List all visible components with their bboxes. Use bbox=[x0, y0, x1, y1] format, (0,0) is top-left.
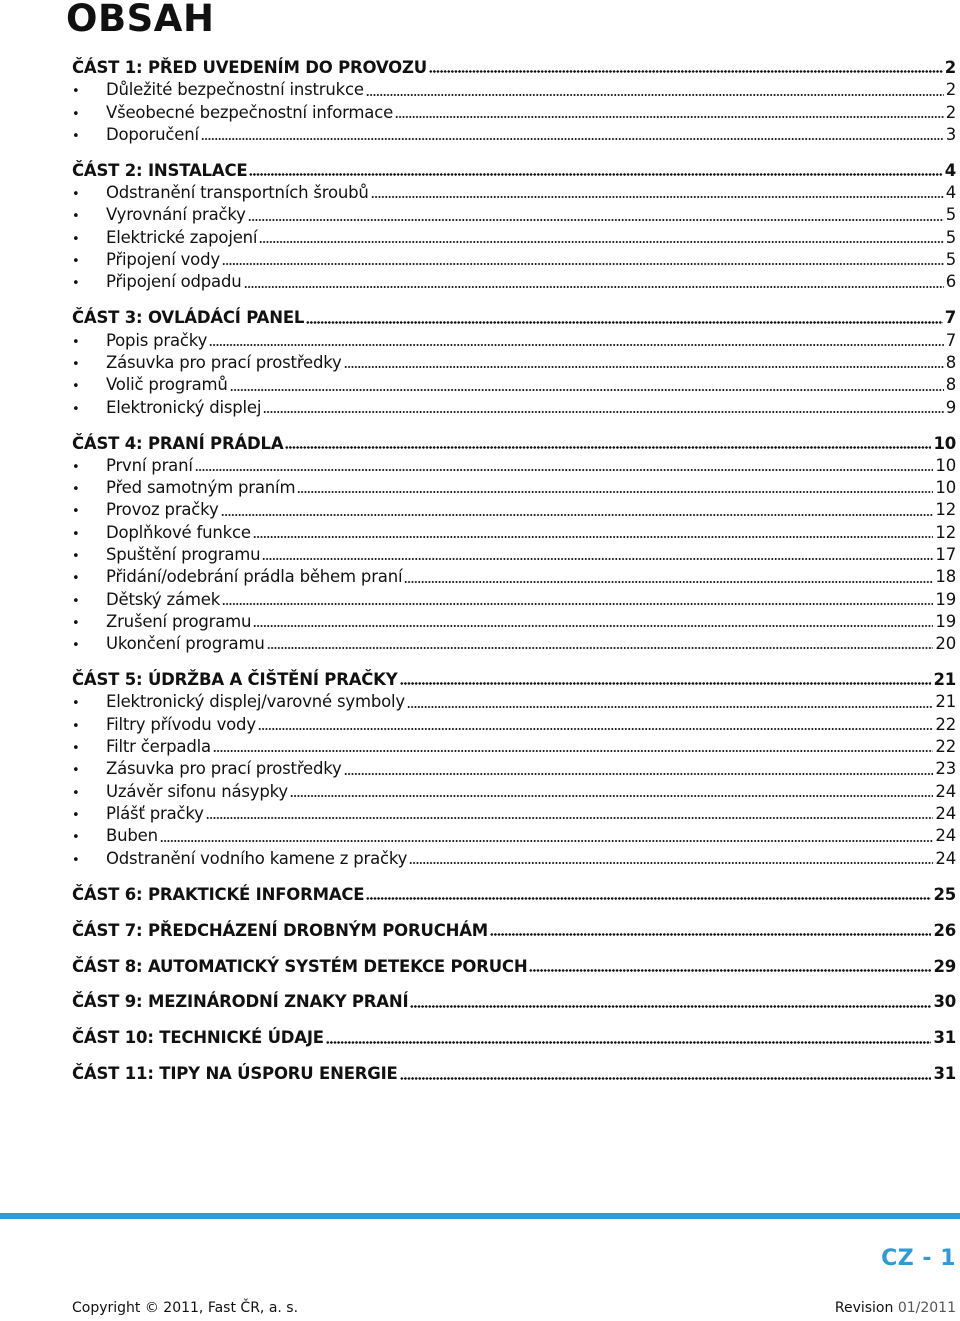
dot-leader bbox=[230, 389, 944, 391]
bullet-icon: • bbox=[72, 830, 80, 846]
toc-section-heading[interactable] bbox=[72, 1063, 956, 1085]
bullet-icon: • bbox=[72, 356, 80, 372]
bullet-icon: • bbox=[72, 718, 80, 734]
dot-leader bbox=[195, 469, 934, 471]
toc-entry[interactable] bbox=[72, 633, 956, 655]
toc-section bbox=[72, 160, 956, 294]
entry-page-number: 8 bbox=[945, 375, 956, 395]
toc-entry[interactable] bbox=[72, 714, 956, 736]
entry-title: Buben bbox=[106, 826, 158, 846]
entry-page-number: 5 bbox=[945, 250, 956, 270]
bullet-icon: • bbox=[72, 84, 80, 100]
toc-section bbox=[72, 991, 956, 1013]
dot-leader bbox=[290, 795, 933, 797]
dot-leader bbox=[400, 682, 932, 685]
section-page-number: 30 bbox=[933, 992, 956, 1012]
toc-section bbox=[72, 433, 956, 656]
toc-entry[interactable] bbox=[72, 758, 956, 780]
section-title: ČÁST 11: TIPY NA ÚSPORU ENERGIE bbox=[72, 1064, 398, 1084]
bullet-icon: • bbox=[72, 504, 80, 520]
revision-info bbox=[835, 1300, 956, 1316]
copyright-notice: Copyright © 2011, Fast ČR, a. s. bbox=[72, 1300, 299, 1316]
entry-page-number: 7 bbox=[945, 330, 956, 350]
entry-page-number: 2 bbox=[945, 102, 956, 122]
dot-leader bbox=[222, 263, 944, 265]
entry-title: Volič programů bbox=[106, 375, 228, 395]
dot-leader bbox=[297, 491, 933, 493]
dot-leader bbox=[306, 321, 942, 324]
toc-entry[interactable] bbox=[72, 455, 956, 477]
entry-page-number: 10 bbox=[935, 478, 956, 498]
entry-title: Filtry přívodu vody bbox=[106, 714, 256, 734]
entry-page-number: 24 bbox=[935, 848, 956, 868]
bullet-icon: • bbox=[72, 638, 80, 654]
section-title: ČÁST 2: INSTALACE bbox=[72, 160, 248, 180]
toc-entry[interactable] bbox=[72, 544, 956, 566]
dot-leader bbox=[244, 286, 944, 288]
dot-leader bbox=[409, 862, 933, 864]
entry-page-number: 17 bbox=[935, 545, 956, 564]
dot-leader bbox=[404, 581, 933, 583]
entry-page-number: 6 bbox=[945, 272, 956, 292]
entry-page-number: 23 bbox=[935, 759, 956, 779]
toc-section bbox=[72, 920, 956, 942]
bullet-icon: • bbox=[72, 482, 80, 498]
entry-title: Připojení odpadu bbox=[106, 272, 242, 292]
dot-leader bbox=[206, 817, 934, 819]
entry-title: Vyrovnání pračky bbox=[106, 205, 246, 225]
entry-title: Uzávěr sifonu násypky bbox=[106, 781, 288, 801]
entry-title: Přidání/odebrání prádla během praní bbox=[106, 567, 403, 587]
page-number: CZ - 1 bbox=[881, 1246, 956, 1271]
bullet-icon: • bbox=[72, 696, 80, 712]
toc-entry[interactable] bbox=[72, 182, 956, 204]
toc-entry[interactable] bbox=[72, 736, 956, 758]
bullet-icon: • bbox=[72, 615, 80, 631]
section-page-number: 2 bbox=[944, 58, 956, 77]
entry-title: Dětský zámek bbox=[106, 589, 221, 609]
toc-entry[interactable] bbox=[72, 204, 956, 226]
entry-page-number: 4 bbox=[945, 183, 956, 203]
toc-entry[interactable] bbox=[72, 803, 956, 825]
bullet-icon: • bbox=[72, 401, 80, 417]
dot-leader bbox=[326, 1041, 932, 1044]
section-title: ČÁST 5: ÚDRŽBA A ČIŠTĚNÍ PRAČKY bbox=[72, 670, 398, 690]
entry-title: Zásuvka pro prací prostředky bbox=[106, 352, 342, 372]
dot-leader bbox=[213, 750, 933, 752]
dot-leader bbox=[267, 647, 934, 649]
revision-number: 01/2011 bbox=[897, 1300, 956, 1316]
entry-title: Provoz pračky bbox=[106, 500, 219, 520]
dot-leader bbox=[262, 558, 933, 560]
section-title: ČÁST 7: PŘEDCHÁZENÍ DROBNÝM PORUCHÁM bbox=[72, 920, 489, 940]
dot-leader bbox=[263, 411, 943, 413]
entry-title: Elektronický displej bbox=[106, 397, 262, 417]
entry-title: Ukončení programu bbox=[106, 634, 265, 654]
dot-leader bbox=[201, 138, 944, 140]
toc-section-heading[interactable] bbox=[72, 433, 956, 455]
entry-page-number: 12 bbox=[935, 500, 956, 520]
toc-entry[interactable] bbox=[72, 124, 956, 146]
section-page-number: 29 bbox=[933, 956, 956, 976]
dot-leader bbox=[259, 241, 943, 243]
entry-title: Doplňkové funkce bbox=[106, 522, 251, 542]
bullet-icon: • bbox=[72, 276, 80, 292]
section-page-number: 21 bbox=[933, 670, 956, 690]
bullet-icon: • bbox=[72, 334, 80, 350]
entry-title: Plášť pračky bbox=[106, 803, 204, 823]
entry-page-number: 24 bbox=[935, 826, 956, 846]
toc-entry[interactable] bbox=[72, 522, 956, 544]
bullet-icon: • bbox=[72, 571, 80, 587]
section-page-number: 31 bbox=[933, 1028, 956, 1048]
dot-leader bbox=[222, 603, 933, 605]
toc-entry[interactable] bbox=[72, 691, 956, 713]
toc-section-heading[interactable] bbox=[72, 1027, 956, 1049]
toc-section bbox=[72, 884, 956, 906]
dot-leader bbox=[344, 366, 944, 368]
bullet-icon: • bbox=[72, 459, 80, 475]
entry-page-number: 24 bbox=[935, 803, 956, 823]
toc-entry[interactable] bbox=[72, 397, 956, 419]
dot-leader bbox=[249, 173, 942, 176]
dot-leader bbox=[529, 969, 931, 972]
section-title: ČÁST 4: PRANÍ PRÁDLA bbox=[72, 433, 284, 453]
entry-page-number: 20 bbox=[935, 634, 956, 654]
bullet-icon: • bbox=[72, 209, 80, 225]
entry-page-number: 24 bbox=[935, 781, 956, 801]
toc-section bbox=[72, 57, 956, 146]
toc-entry[interactable] bbox=[72, 330, 956, 352]
dot-leader bbox=[429, 70, 943, 73]
entry-page-number: 3 bbox=[945, 124, 956, 144]
footer-divider bbox=[0, 1213, 960, 1219]
section-title: ČÁST 9: MEZINÁRODNÍ ZNAKY PRANÍ bbox=[72, 992, 409, 1012]
dot-leader bbox=[253, 625, 933, 627]
section-page-number: 25 bbox=[933, 884, 956, 904]
entry-page-number: 19 bbox=[935, 611, 956, 631]
bullet-icon: • bbox=[72, 763, 80, 779]
toc-entry[interactable] bbox=[72, 79, 956, 101]
dot-leader bbox=[366, 897, 931, 900]
toc-section-heading[interactable] bbox=[72, 956, 956, 978]
dot-leader bbox=[221, 514, 934, 516]
entry-page-number: 19 bbox=[935, 589, 956, 609]
section-page-number: 26 bbox=[933, 920, 956, 940]
toc-section bbox=[72, 669, 956, 870]
section-title: ČÁST 6: PRAKTICKÉ INFORMACE bbox=[72, 884, 365, 904]
section-page-number: 7 bbox=[944, 308, 956, 328]
toc-section-heading[interactable] bbox=[72, 57, 956, 79]
toc-section-heading[interactable] bbox=[72, 920, 956, 942]
toc-entry[interactable] bbox=[72, 227, 956, 249]
bullet-icon: • bbox=[72, 187, 80, 203]
section-title: ČÁST 8: AUTOMATICKÝ SYSTÉM DETEKCE PORUCH bbox=[72, 956, 528, 976]
table-of-contents bbox=[72, 57, 956, 1099]
bullet-icon: • bbox=[72, 807, 80, 823]
bullet-icon: • bbox=[72, 106, 80, 122]
entry-page-number: 21 bbox=[935, 692, 956, 712]
toc-section-heading[interactable] bbox=[72, 991, 956, 1013]
toc-entry[interactable] bbox=[72, 611, 956, 633]
entry-title: Spuštění programu bbox=[106, 545, 261, 564]
toc-entry[interactable] bbox=[72, 271, 956, 293]
bullet-icon: • bbox=[72, 128, 80, 144]
entry-title: První praní bbox=[106, 455, 193, 475]
entry-title: Filtr čerpadla bbox=[106, 737, 211, 757]
dot-leader bbox=[371, 196, 944, 198]
entry-title: Před samotným praním bbox=[106, 478, 296, 498]
bullet-icon: • bbox=[72, 852, 80, 868]
entry-page-number: 5 bbox=[945, 205, 956, 225]
dot-leader bbox=[160, 840, 934, 842]
dot-leader bbox=[258, 728, 933, 730]
bullet-icon: • bbox=[72, 549, 80, 564]
entry-title: Důležité bezpečnostní instrukce bbox=[106, 80, 364, 100]
dot-leader bbox=[253, 536, 934, 538]
bullet-icon: • bbox=[72, 741, 80, 757]
dot-leader bbox=[410, 1005, 931, 1008]
entry-title: Zásuvka pro prací prostředky bbox=[106, 759, 342, 779]
entry-page-number: 22 bbox=[935, 737, 956, 757]
toc-section bbox=[72, 307, 956, 418]
toc-entry[interactable] bbox=[72, 249, 956, 271]
section-page-number: 4 bbox=[944, 160, 956, 180]
dot-leader bbox=[344, 773, 934, 775]
section-title: ČÁST 1: PŘED UVEDENÍM DO PROVOZU bbox=[72, 58, 427, 77]
bullet-icon: • bbox=[72, 526, 80, 542]
toc-section-heading[interactable] bbox=[72, 669, 956, 691]
entry-title: Připojení vody bbox=[106, 250, 220, 270]
toc-section bbox=[72, 1027, 956, 1049]
toc-entry[interactable] bbox=[72, 477, 956, 499]
toc-section-heading[interactable] bbox=[72, 307, 956, 329]
entry-page-number: 12 bbox=[935, 522, 956, 542]
dot-leader bbox=[407, 706, 933, 708]
entry-page-number: 8 bbox=[945, 352, 956, 372]
entry-title: Zrušení programu bbox=[106, 611, 252, 631]
section-page-number: 31 bbox=[933, 1064, 956, 1084]
bullet-icon: • bbox=[72, 785, 80, 801]
toc-entry[interactable] bbox=[72, 566, 956, 588]
entry-title: Doporučení bbox=[106, 124, 199, 144]
dot-leader bbox=[285, 446, 931, 449]
entry-page-number: 2 bbox=[945, 80, 956, 100]
toc-section bbox=[72, 956, 956, 978]
bullet-icon: • bbox=[72, 231, 80, 247]
entry-page-number: 9 bbox=[945, 397, 956, 417]
dot-leader bbox=[490, 933, 931, 936]
toc-section bbox=[72, 1063, 956, 1085]
entry-page-number: 10 bbox=[935, 455, 956, 475]
toc-section-heading[interactable] bbox=[72, 160, 956, 182]
entry-page-number: 5 bbox=[945, 227, 956, 247]
section-title: ČÁST 3: OVLÁDÁCÍ PANEL bbox=[72, 308, 305, 328]
section-title: ČÁST 10: TECHNICKÉ ÚDAJE bbox=[72, 1028, 324, 1048]
entry-title: Elektronický displej/varovné symboly bbox=[106, 692, 405, 712]
section-page-number: 10 bbox=[933, 433, 956, 453]
toc-entry[interactable] bbox=[72, 848, 956, 870]
bullet-icon: • bbox=[72, 593, 80, 609]
toc-entry[interactable] bbox=[72, 374, 956, 396]
toc-entry[interactable] bbox=[72, 102, 956, 124]
toc-entry[interactable] bbox=[72, 589, 956, 611]
entry-page-number: 22 bbox=[935, 714, 956, 734]
toc-entry[interactable] bbox=[72, 352, 956, 374]
toc-entry[interactable] bbox=[72, 499, 956, 521]
page-title: OBSAH bbox=[66, 0, 215, 40]
bullet-icon: • bbox=[72, 379, 80, 395]
entry-title: Popis pračky bbox=[106, 330, 208, 350]
dot-leader bbox=[395, 116, 944, 118]
toc-entry[interactable] bbox=[72, 825, 956, 847]
entry-title: Elektrické zapojení bbox=[106, 227, 258, 247]
toc-entry[interactable] bbox=[72, 781, 956, 803]
revision-label: Revision bbox=[834, 1300, 894, 1316]
dot-leader bbox=[248, 219, 944, 221]
dot-leader bbox=[366, 94, 944, 96]
dot-leader bbox=[400, 1077, 932, 1080]
entry-title: Odstranění vodního kamene z pračky bbox=[106, 848, 408, 868]
entry-title: Odstranění transportních šroubů bbox=[106, 183, 369, 203]
entry-page-number: 18 bbox=[935, 567, 956, 587]
dot-leader bbox=[209, 344, 944, 346]
bullet-icon: • bbox=[72, 254, 80, 270]
entry-title: Všeobecné bezpečnostní informace bbox=[106, 102, 394, 122]
toc-section-heading[interactable] bbox=[72, 884, 956, 906]
